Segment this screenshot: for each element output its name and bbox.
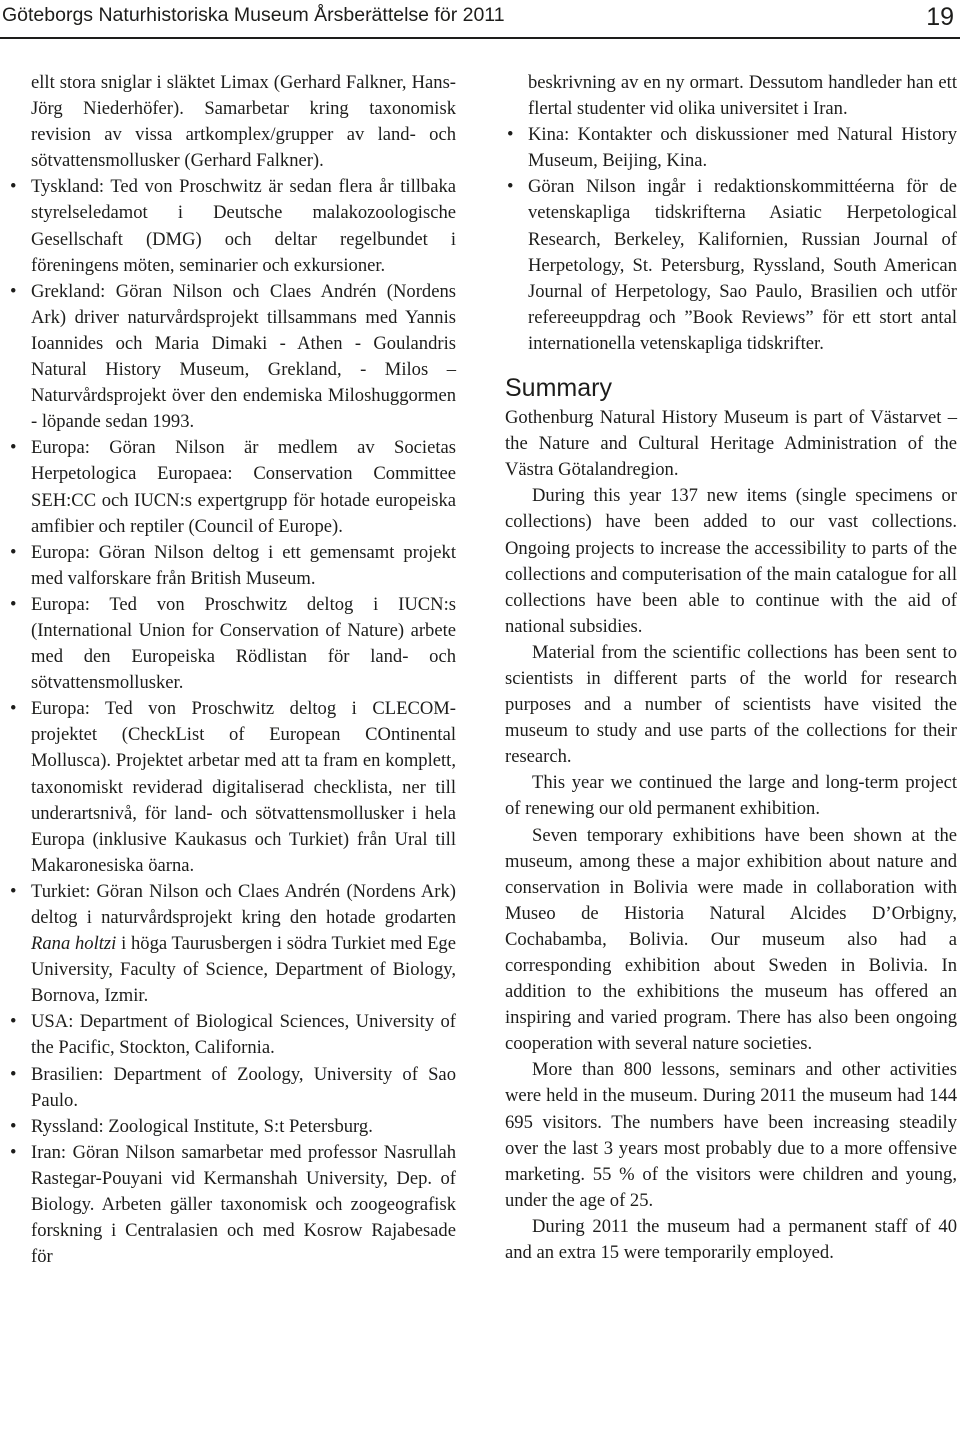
list-item-turkey: [8, 879, 456, 1009]
list-item-europe-british-museum: • Europa: Göran Nilson deltog i ett gemensamt projekt med valforskare från British Museum.: [8, 540, 456, 592]
list-item-europe-iucn: • Europa: Ted von Proschwitz deltog i IUCN:s (International Union for Conservation of Nature) arbete med den Europeiska Rödlistan för land- och sötvattensmollusker.: [8, 592, 456, 696]
turkey-text-before: Turkiet: Göran Nilson och Claes Andrén (Nordens Ark) deltog i naturvårdsprojekt kring den hotade grodarten: [31, 880, 456, 928]
collaboration-list: [505, 122, 957, 357]
summary-paragraph: Seven temporary exhibitions have been shown at the museum, among these a major exhibition about nature and conservation in Bolivia were made in collaboration with Museo de Historia Natural Alcides D’Orbigny, Cochabamba, Bolivia. Our museum also had a corresponding exhibition about Sweden in Bolivia. In addition to the exhibitions the museum has offered an inspiring and varied program. There has also been ongoing cooperation with several nature societies.: [505, 824, 957, 1055]
list-item-brazil: • Brasilien: Department of Zoology, University of Sao Paulo.: [8, 1062, 456, 1114]
list-item-germany: • Tyskland: Ted von Proschwitz är sedan flera år tillbaka styrelseledamot i Deutsche malakozoologische Gesellschaft (DMG) och deltar regelbundet i föreningens möten, seminarier och exkursioner.: [8, 174, 456, 278]
list-item-greece: • Grekland: Göran Nilson och Claes Andrén (Nordens Ark) driver naturvårdsprojekt tillsammans med Yannis Ioannides och Maria Dimaki - Athen - Goulandris Natural History Museum, Grekland, - Milos – Naturvårdsprojekt över den endemiska Miloshuggormen - löpande sedan 1993.: [8, 279, 456, 436]
list-item-china: • Kina: Kontakter och diskussioner med Natural History Museum, Beijing, Kina.: [505, 122, 957, 174]
summary-paragraph: More than 800 lessons, seminars and other activities were held in the museum. During 2011 the museum had 144 695 visitors. The numbers have been increasing steadily over the last 3 years most probably due to a more offensive marketing. 55 % of the visitors were children and young, under the age of 25.: [505, 1059, 957, 1211]
list-item-iran: • Iran: Göran Nilson samarbetar med professor Nasrullah Rastegar-Pouyani vid Kermanshah University, Dep. of Biology. Arbeten gäller taxonomisk och zoogeografisk forskning i Centralasien och med Kosrow Rajabesade för: [8, 1140, 456, 1270]
summary-heading: Summary: [505, 374, 612, 403]
continued-paragraph: beskrivning av en ny ormart. Dessutom handleder han ett flertal studenter vid olika universitet i Iran.: [528, 72, 957, 120]
summary-paragraph: Material from the scientific collections has been sent to scientists in different parts of the world for research purposes and a number of scientists have visited the museum to study and use parts of the collections for their research.: [505, 641, 957, 768]
turkey-text-after: i höga Taurusbergen i södra Turkiet med Ege University, Faculty of Science, Department of Biology, Bornova, Izmir.: [31, 933, 456, 1007]
summary-paragraph: During this year 137 new items (single specimens or collections) have been added to our vast collections. Ongoing projects to increase the accessibility to parts of the collections and computerisation of the main catalogue for all collections have been able to continue with the aid of national subsidies.: [505, 485, 957, 637]
page-number: 19: [926, 3, 954, 31]
page-header: [0, 0, 960, 38]
continued-paragraph: ellt stora sniglar i släktet Limax (Gerhard Falkner, Hans-Jörg Niederhöfer). Samarbetar kring taxonomisk revision av vissa artkomplex/grupper av land- och sötvattensmollusker (Gerhard Falkner).: [31, 72, 456, 172]
species-name: Rana holtzi: [31, 933, 117, 955]
list-item-europe-clecom: • Europa: Ted von Proschwitz deltog i CLECOM-projektet (CheckList of European COntinental Mollusca). Projektet arbetar med att ta fram en komplett, taxonomiskt reviderad digitaliserad checklista, ner till underartsnivå, för land- och sötvattensmollusker i hela Europa (inklusive Kaukasus och Turkiet) från Ural till Makaronesiska öarna.: [8, 696, 456, 879]
list-item-europe-seh: • Europa: Göran Nilson är medlem av Societas Herpetologica Europaea: Conservation Committee SEH:CC och IUCN:s expertgrupp för hotade europeiska amfibier och reptiler (Council of Europe).: [8, 435, 456, 539]
summary-paragraph: This year we continued the large and long-term project of renewing our old permanent exhibition.: [505, 772, 957, 820]
list-item-usa: • USA: Department of Biological Sciences, University of the Pacific, Stockton, California.: [8, 1009, 456, 1061]
list-item-editorial-committees: • Göran Nilson ingår i redaktionskommittéerna för de vetenskapliga tidskrifterna Asiatic Herpetological Research, Berkeley, Kalifornien, Russian Journal of Herpetology, St. Petersburg, Ryssland, South American Journal of Herpetology, Sao Paulo, Brasilien och utför refereeuppdrag och ”Book Reviews” för ett stort antal internationella vetenskapliga tidskrifter.: [505, 174, 957, 357]
collaboration-list: [8, 174, 456, 1270]
list-item-russia: • Ryssland: Zoological Institute, S:t Petersburg.: [8, 1114, 456, 1140]
summary-paragraph: Gothenburg Natural History Museum is part of Västarvet – the Nature and Cultural Heritage Administration of the Västra Götalandregion.: [505, 407, 957, 481]
running-title: Göteborgs Naturhistoriska Museum Årsberättelse för 2011: [2, 4, 505, 26]
right-column: [505, 70, 957, 1266]
summary-paragraph: During 2011 the museum had a permanent staff of 40 and an extra 15 were temporarily employed.: [505, 1215, 957, 1264]
header-rule: [0, 37, 960, 39]
left-column: [8, 70, 456, 1270]
